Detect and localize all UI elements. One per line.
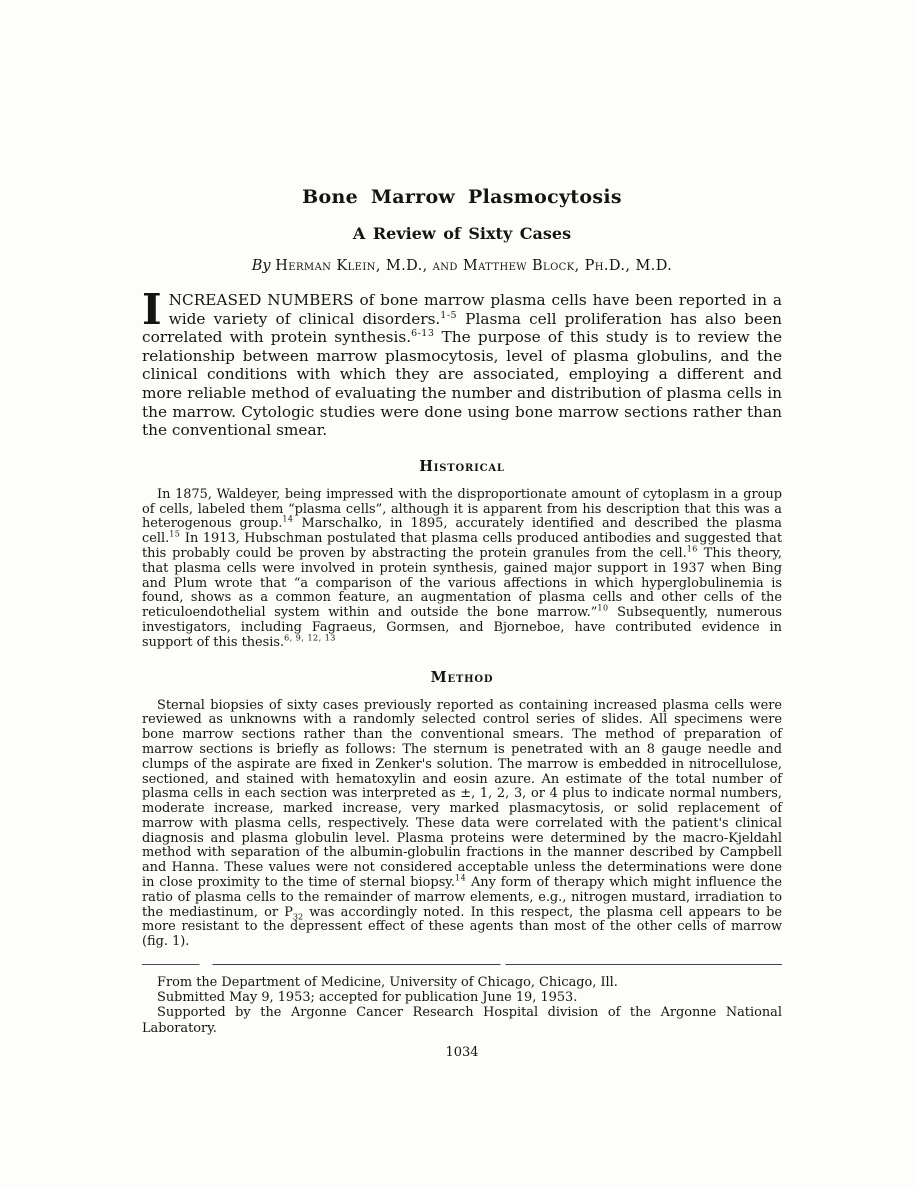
footnote-divider <box>142 963 782 965</box>
footnote-affiliation: From the Department of Medicine, University of Chicago, Chicago, Ill. <box>157 975 618 991</box>
text-column <box>142 0 782 1060</box>
method-paragraph: Sternal biopsies of sixty cases previously reported as containing increased plasma cells were reviewed as unknowns with a randomly selected control series of slides. All specimens were bone marrow sections rather than the conventional smears. The method of preparation of marrow sections is briefly as follows: The sternum is penetrated with an 8 gauge needle and clumps of the aspirate are fixed in Zenker's solution. The marrow is embedded in nitrocellulose, sectioned, and stained with hematoxylin and eosin azure. An estimate of the total number of plasma cells in each section was interpreted as ±, 1, 2, 3, or 4 plus to indicate normal numbers, moderate increase, marked increase, very marked plasmacytosis, or solid replacement of marrow with plasma cells, respectively. These data were correlated with the patient's clinical diagnosis and plasma globulin level. Plasma proteins were determined by the macro-Kjeldahl method with separation of the albumin-globulin fractions in the manner described by Campbell and Hanna. These values were not considered acceptable unless the determinations were done in close proximity to the time of sternal biopsy.$^{14}$ Any form of therapy which might influence the ratio of plasma cells to the remainder of marrow elements, e.g., nitrogen mustard, irradiation to the mediastinum, or $P_{32}$ was accordingly noted. In this respect, the plasma cell appears to be more resistant to the depressent effect of these agents than most of the other cells of marrow (fig. 1). <box>142 697 782 950</box>
paper-subtitle: A Review of Sixty Cases <box>352 224 572 243</box>
historical-paragraph: In 1875, Waldeyer, being impressed with the disproportionate amount of cytoplasm in a group of cells, labeled them “plasma cells”, although it is apparent from his description that this was a heterogenous group.$^{14}$ Marschalko, in 1895, accurately identified and described the plasma cell.$^{15}$ In 1913, Hubschman postulated that plasma cells produced antibodies and suggested that this probably could be proven by abstracting the protein granules from the cell.$^{16}$ This theory, that plasma cells were involved in protein synthesis, gained major support in 1937 when Bing and Plum wrote that “a comparison of the various affections in which hyperglobulinemia is found, shows as a common feature, an augmentation of plasma cells and other cells of the reticuloendothelial system within and outside the bone marrow.”$^{10}$ Subsequently, numerous investigators, including Fagraeus, Gormsen, and Bjorneboe, have contributed evidence in support of this thesis.$^{6, 9, 12, 13}$ <box>142 486 782 650</box>
footnote-support: Supported by the Argonne Cancer Research Hospital division of the Argonne National Laboratory. <box>142 1005 782 1036</box>
byline <box>142 258 782 274</box>
page-number: 1034 <box>445 1044 479 1060</box>
paper-title: Bone Marrow Plasmocytosis <box>302 186 622 208</box>
footnote-dates: Submitted May 9, 1953; accepted for publication June 19, 1953. <box>157 990 578 1006</box>
byline-prefix: By <box>251 258 276 274</box>
section-heading-historical: Historical <box>419 457 505 475</box>
intro-text: NCREASED NUMBERS of bone marrow plasma cells have been reported in a wide variety of clinical disorders.$^{1-5}$ Plasma cell proliferation has also been correlated with protein synthesis.$^{6-13}$ The purpose of this study is to review the relationship between marrow plasmocytosis, level of plasma globulins, and the clinical conditions with which they are associated, employing a different and more reliable method of evaluating the number and distribution of plasma cells in the marrow. Cytologic studies were done using bone marrow sections rather than the conventional smear. <box>142 291 782 440</box>
dropcap-letter: I <box>142 285 162 334</box>
section-heading-method: Method <box>430 668 494 686</box>
footnote-block <box>142 975 782 1036</box>
byline-authors: Herman Klein, M.D., and Matthew Block, Ph.D., M.D. <box>275 258 673 274</box>
intro-paragraph <box>142 285 782 440</box>
